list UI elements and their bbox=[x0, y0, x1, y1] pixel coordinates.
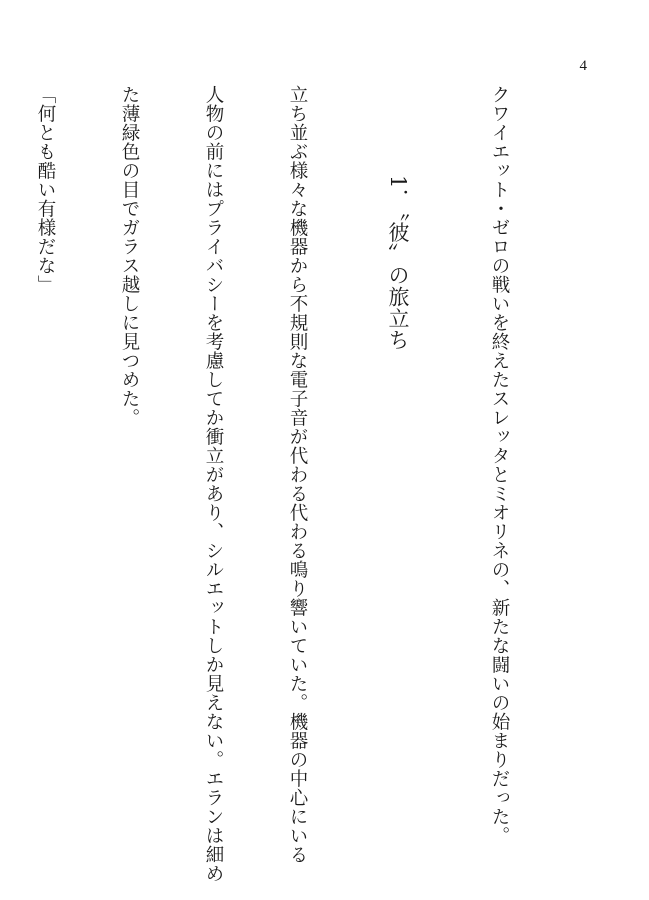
text-line: 「何とも酷い有様だな」 bbox=[35, 85, 56, 294]
text-line: 人物の前にはプライバシーを考慮してか衝立があり、シルエットしか見えない。エランは細め bbox=[203, 85, 224, 883]
page-number: 4 bbox=[579, 58, 587, 74]
body-text bbox=[0, 85, 569, 883]
intro-line: クワイエット・ゼロの戦いを終えたスレッタとミオリネの、新たな闘いの始まりだった。 bbox=[489, 85, 510, 845]
text-line: た薄緑色の目でガラス越しに見つめた。 bbox=[119, 85, 140, 427]
text-line: 立ち並ぶ様々な機器から不規則な電子音が代わる代わる鳴り響いていた。機器の中心にいる bbox=[287, 85, 308, 864]
chapter-heading: 1．〝彼〟の旅立ち bbox=[386, 175, 410, 351]
